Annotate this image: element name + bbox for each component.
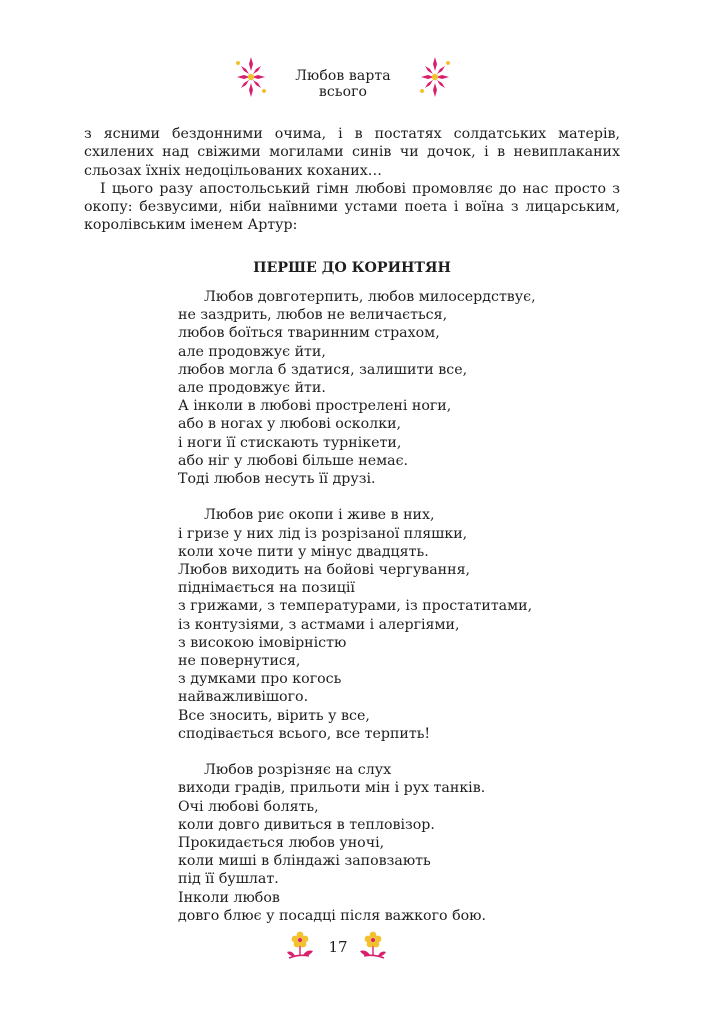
poem-line: найважливішого. <box>178 689 309 706</box>
star-flower-ornament-icon <box>234 55 268 99</box>
poem-title: ПЕРШЕ ДО КОРИНТЯН <box>253 260 451 276</box>
page-header <box>0 55 704 99</box>
poem-line: Тоді любов несуть її друзі. <box>178 471 376 488</box>
poem-line: Очі любові болять, <box>178 798 319 815</box>
poem-line: і ноги її стискають турнікети, <box>178 434 402 451</box>
flower-ornament-icon <box>354 928 390 964</box>
poem-line: довго блює у посадці після важкого бою. <box>178 907 487 924</box>
page-footer <box>0 928 704 972</box>
poem-line: Любов риє окопи і живе в них, <box>204 507 435 524</box>
prose-block <box>84 125 620 235</box>
poem-line: А інколи в любові прострелені ноги, <box>178 398 452 415</box>
poem-line: але продовжує йти. <box>178 380 326 397</box>
poem-stanza <box>178 506 536 743</box>
poem-line: сподівається всього, все терпить! <box>178 725 431 742</box>
poem-line: і гризе у них лід із розрізаної пляшки, <box>178 525 468 542</box>
poem-line: коли хоче пити у мінус двадцять. <box>178 543 429 560</box>
prose-paragraph: І цього разу апостольський гімн любові промовляє до нас просто з окопу: безвусими, ніби наївними устами поета і воїна з лицарським, королівським іменем Артур: <box>84 180 620 234</box>
poem-line: любов могла б здатися, залишити все, <box>178 361 468 378</box>
poem-line: Прокидається любов уночі, <box>178 835 385 852</box>
poem-line: з грижами, з температурами, із простатитами, <box>178 598 533 615</box>
page-number: 17 <box>328 938 348 956</box>
poem-line: Інколи любов <box>178 889 280 906</box>
poem-line: Любов виходить на бойові чергування, <box>178 562 471 579</box>
poem-line: з думками про когось <box>178 671 342 688</box>
poem-stanza <box>178 761 536 925</box>
poem-line: під її бушлат. <box>178 871 279 888</box>
poem-line: або в ногах у любові осколки, <box>178 416 402 433</box>
poem-line: любов боїться тваринним страхом, <box>178 325 440 342</box>
poem-body <box>178 288 536 943</box>
poem-line: виходи градів, прильоти мін і рух танків. <box>178 780 486 797</box>
poem-line: але продовжує йти, <box>178 343 326 360</box>
star-flower-ornament-icon <box>418 55 452 99</box>
poem-line: або ніг у любові більше немає. <box>178 452 409 469</box>
poem-line: Любов розрізняє на слух <box>204 762 392 779</box>
poem-line: з високою імовірністю <box>178 634 347 651</box>
poem-line: Любов довготерпить, любов милосердствує, <box>204 289 536 305</box>
poem-line: не повернутися, <box>178 653 301 670</box>
poem-line: коли миші в бліндажі заповзають <box>178 853 431 870</box>
poem-stanza <box>178 288 536 488</box>
poem-line: піднімається на позиції <box>178 580 355 597</box>
poem-line: Все зносить, вірить у все, <box>178 707 370 724</box>
flower-ornament-icon <box>283 928 319 964</box>
prose-paragraph: з ясними бездонними очима, і в постатях солдатських матерів, схилених над свіжими могилами синів чи дочок, і в невиплаканих сльозах їхніх недоцільованих коханих… <box>84 126 620 179</box>
poem-line: не заздрить, любов не величається, <box>178 307 448 324</box>
running-title: Любов варта всього <box>295 68 391 100</box>
poem-line: коли довго дивиться в тепловізор. <box>178 816 435 833</box>
poem-line: із контузіями, з астмами і алергіями, <box>178 616 460 633</box>
